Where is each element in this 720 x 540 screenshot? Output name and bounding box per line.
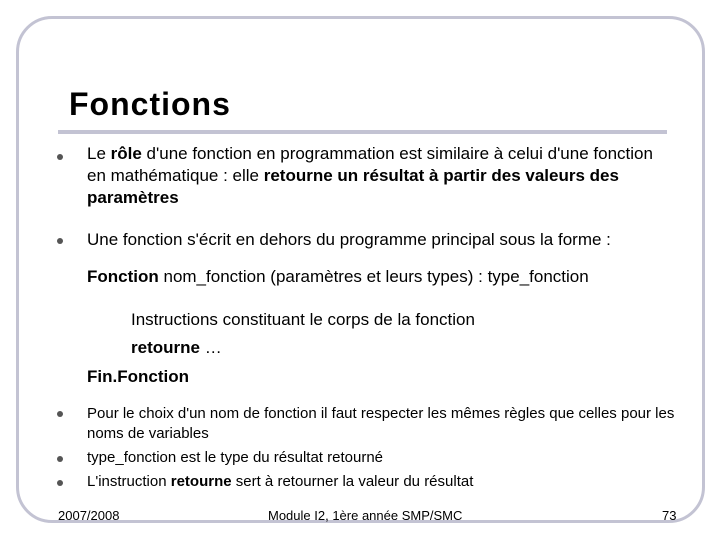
syntax-body: Instructions constituant le corps de la fonction — [131, 310, 475, 329]
footer-page-number: 73 — [662, 508, 677, 523]
title-underline — [58, 130, 667, 134]
bullet-dot — [57, 238, 63, 244]
bullet-form: Une fonction s'écrit en dehors du programme principal sous la forme : — [87, 230, 611, 249]
bullet-dot — [57, 154, 63, 160]
bullet-dot — [57, 456, 63, 462]
footer-date: 2007/2008 — [58, 508, 120, 523]
bullet-role-text-2: d'une fonction en programmation est similaire à celui d'une fonction en mathématique : elle — [87, 144, 653, 185]
bullet-role-text-1: Le — [87, 144, 111, 163]
bullet-dot — [57, 411, 63, 417]
syntax-end-keyword: Fin.Fonction — [87, 367, 189, 386]
syntax-signature — [87, 266, 707, 288]
bullet-role — [87, 143, 672, 209]
syntax-signature-text: nom_fonction (paramètres et leurs types) : type_fonction — [158, 267, 589, 286]
note-return-text-2: sert à retourner la valeur du résultat — [231, 473, 474, 490]
bullet-dot — [57, 480, 63, 486]
note-return-keyword: retourne — [170, 473, 232, 490]
note-return — [87, 472, 473, 492]
note-type: type_fonction est le type du résultat retourné — [87, 449, 384, 466]
syntax-return-keyword: retourne — [131, 338, 200, 357]
footer-course: Module I2, 1ère année SMP/SMC — [268, 508, 463, 523]
syntax-keyword: Fonction — [87, 267, 159, 286]
syntax-return — [131, 337, 222, 359]
note-naming: Pour le choix d'un nom de fonction il faut respecter les mêmes règles que celles pour les noms de variables — [87, 405, 675, 442]
bullet-role-bold-2: retourne un résultat à partir des valeurs des paramètres — [87, 166, 619, 207]
syntax-end — [87, 366, 189, 388]
slide-title: Fonctions — [69, 86, 231, 122]
bullet-role-bold-1: rôle — [110, 144, 142, 163]
syntax-return-rest: … — [199, 338, 222, 357]
note-return-text-1: L'instruction — [87, 473, 171, 490]
